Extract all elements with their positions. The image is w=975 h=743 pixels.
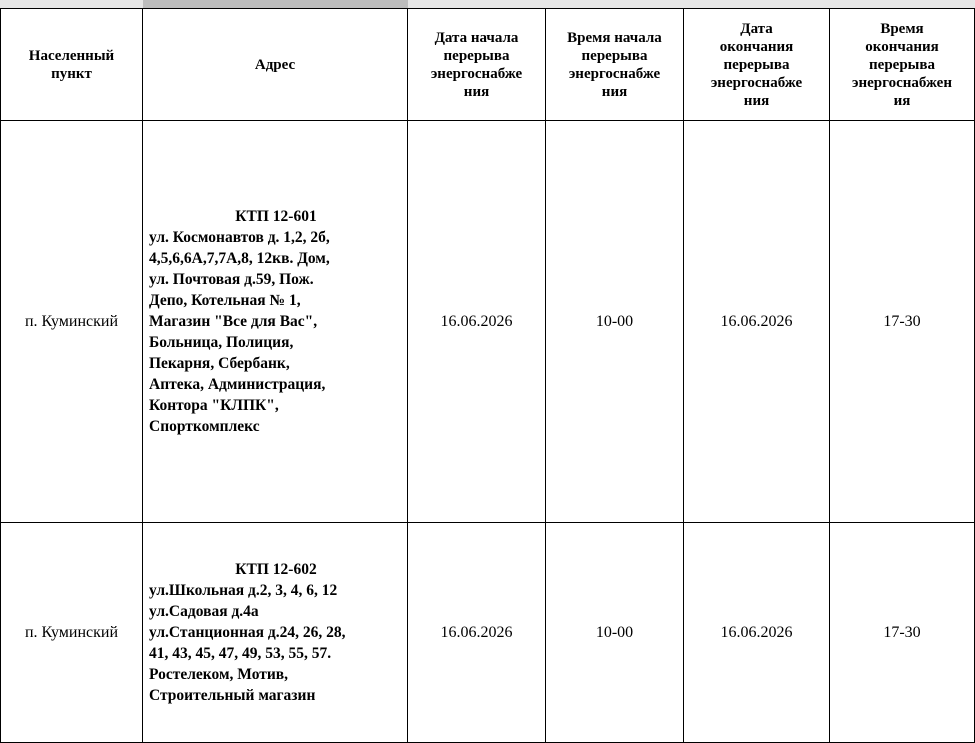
address-line: Больница, Полиция, [149, 334, 294, 351]
end-time-cell: 17-30 [830, 523, 975, 743]
header-end-date: Дата окончания перерыва энергоснабже ния [684, 9, 830, 121]
address-line: Аптека, Администрация, [149, 376, 326, 393]
start-time-cell: 10-00 [546, 523, 684, 743]
locality-cell: п. Куминский [1, 121, 143, 523]
header-end-time: Время окончания перерыва энергоснабжен ия [830, 9, 975, 121]
address-line: Спорткомплекс [149, 418, 260, 435]
power-outage-table [0, 8, 975, 743]
address-line: Пекарня, Сбербанк, [149, 355, 290, 372]
address-line: Депо, Котельная № 1, [149, 292, 301, 309]
address-cell [143, 523, 408, 743]
address-line: ул. Космонавтов д. 1,2, 2б, [149, 229, 330, 246]
address-line: ул.Станционная д.24, 26, 28, [149, 624, 346, 641]
table-row [1, 523, 975, 743]
header-start-time: Время начала перерыва энергоснабже ния [546, 9, 684, 121]
address-line: 4,5,6,6А,7,7А,8, 12кв. Дом, [149, 250, 330, 267]
start-time-cell: 10-00 [546, 121, 684, 523]
address-line: 41, 43, 45, 47, 49, 53, 55, 57. [149, 645, 332, 662]
locality-cell: п. Куминский [1, 523, 143, 743]
end-date-cell: 16.06.2026 [684, 523, 830, 743]
address-line: Магазин "Все для Вас", [149, 313, 318, 330]
scrollbar-thumb[interactable] [143, 0, 408, 8]
header-locality: Населенный пункт [1, 9, 143, 121]
horizontal-scrollbar[interactable] [0, 0, 975, 8]
address-line: Ростелеком, Мотив, [149, 666, 289, 683]
header-address: Адрес [143, 9, 408, 121]
header-row [1, 9, 975, 121]
end-time-cell: 17-30 [830, 121, 975, 523]
start-date-cell: 16.06.2026 [408, 523, 546, 743]
address-line: Контора "КЛПК", [149, 397, 279, 414]
table-row [1, 121, 975, 523]
address-line: ул.Садовая д.4а [149, 603, 259, 620]
address-line: Строительный магазин [149, 687, 316, 704]
address-cell [143, 121, 408, 523]
header-start-date: Дата начала перерыва энергоснабже ния [408, 9, 546, 121]
address-line: ул.Школьная д.2, 3, 4, 6, 12 [149, 582, 338, 599]
end-date-cell: 16.06.2026 [684, 121, 830, 523]
ktp-label: КТП 12-601 [235, 208, 317, 225]
address-line: ул. Почтовая д.59, Пож. [149, 271, 314, 288]
ktp-label: КТП 12-602 [235, 561, 317, 578]
start-date-cell: 16.06.2026 [408, 121, 546, 523]
